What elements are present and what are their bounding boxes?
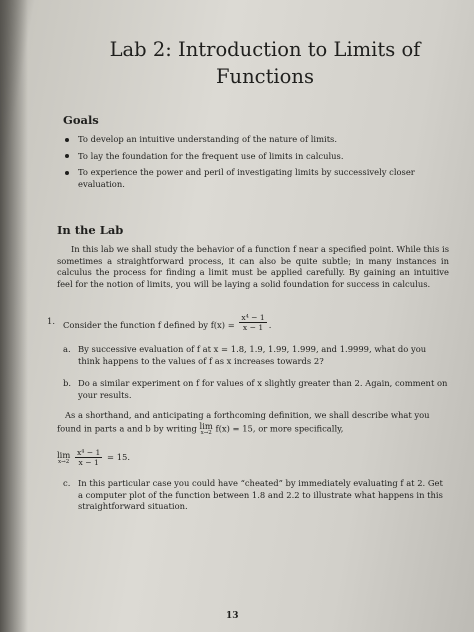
- part-b-text: Do a similar experiment on f for values of x slightly greater than 2. Again, comment on your results.: [78, 378, 448, 400]
- title-line-1: Lab 2: Introduction to Limits of: [109, 38, 421, 61]
- goals-heading: Goals: [63, 113, 99, 127]
- limit-word-2: lim: [57, 449, 71, 460]
- exercise-text: Consider the function f defined by f(x) =: [63, 320, 235, 330]
- intro-paragraph: In this lab we shall study the behavior of a function f near a specified point. While this is sometimes a straightforward process, it can also be quite subtle; in many instances in calculus the process for finding a limit must be applied carefully. By gaining an intuitive feel for the notion of limits, you will be laying a solid foundation for success in calculus.: [57, 244, 449, 289]
- page-number: 13: [226, 611, 239, 621]
- goal-item: To lay the foundation for the frequent use of limits in calculus.: [62, 151, 452, 163]
- limit-fraction-denominator: x − 1: [78, 458, 99, 467]
- limit-equation-rest: = 15.: [107, 452, 131, 462]
- limit-subscript: x→2: [200, 429, 212, 436]
- exercise-number: 1.: [47, 316, 55, 326]
- part-b-label: b.: [63, 378, 72, 388]
- part-c: [63, 478, 449, 513]
- limit-word: lim: [199, 420, 213, 431]
- part-b: [63, 378, 449, 401]
- goal-item: To experience the power and peril of investigating limits by successively closer evaluation.: [62, 167, 452, 190]
- part-a: [63, 344, 449, 367]
- limit-notation: [200, 422, 213, 436]
- binding-shadow: [0, 0, 28, 632]
- goals-list: [62, 134, 452, 195]
- limit-fraction-numerator: x⁴ − 1: [76, 448, 101, 457]
- shorthand-rest: f(x) = 15, or more specifically,: [215, 423, 344, 434]
- part-a-text: By successive evaluation of f at x = 1.8, 1.9, 1.99, 1.999, and 1.9999, what do you think happens to the values of f as x increases towards 2?: [78, 344, 427, 366]
- limit-fraction: [75, 448, 102, 467]
- part-c-text: In this particular case you could have “cheated” by immediately evaluating f at 2. Get a computer plot of the function between 1.8 and 2.2 to illustrate what happens in this straightforward situation.: [78, 478, 443, 512]
- function-fraction: [239, 313, 266, 332]
- fraction-numerator: x⁴ − 1: [241, 313, 265, 322]
- title-line-2: Functions: [216, 65, 314, 88]
- part-c-label: c.: [63, 478, 71, 488]
- limit-notation-2: [57, 451, 70, 465]
- limit-subscript-2: x→2: [58, 458, 70, 465]
- shorthand-paragraph: [57, 410, 449, 436]
- shorthand-text: As a shorthand, and anticipating a forthcoming definition, we shall describe what you found in parts a and b by writing: [57, 410, 430, 434]
- part-a-label: a.: [63, 344, 71, 354]
- limit-equation: [57, 448, 257, 467]
- goal-item: To develop an intuitive understanding of the nature of limits.: [62, 134, 452, 146]
- exercise-end-punct: .: [268, 320, 272, 330]
- page-title: [95, 36, 435, 90]
- in-the-lab-heading: In the Lab: [57, 223, 124, 237]
- fraction-denominator: x − 1: [242, 323, 264, 332]
